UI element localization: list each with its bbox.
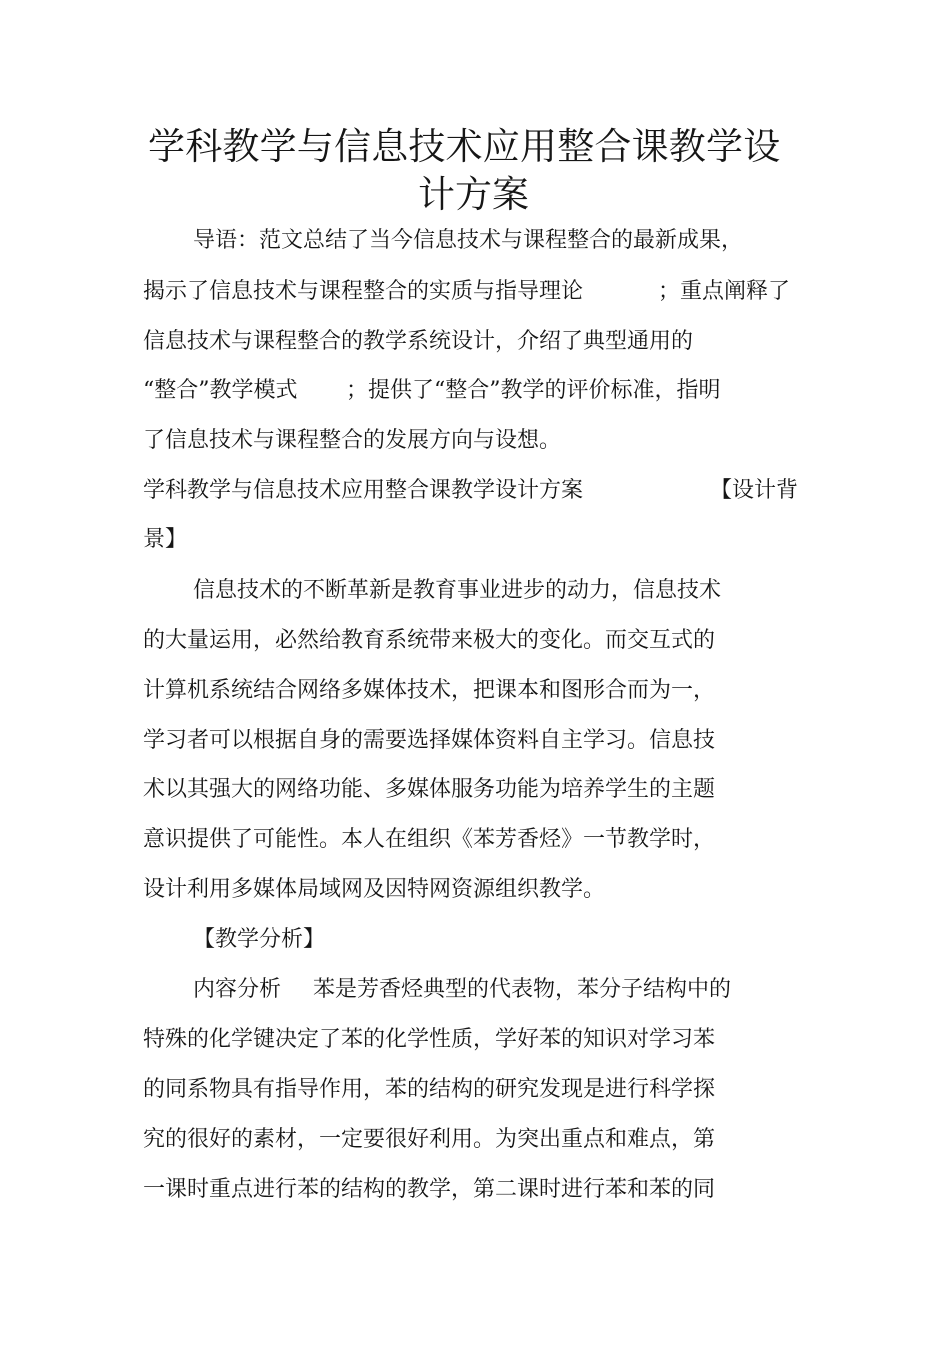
analysis-line-1a: 内容分析 [193,977,282,1002]
background-line-6: 意识提供了可能性。本人在组织《苯芳香烃》一节教学时， [143,827,716,852]
intro-line-5: 了信息技术与课程整合的发展方向与设想。 [143,428,562,453]
intro-line-4a: “整合”教学模式 [143,378,298,403]
analysis-line-2: 特殊的化学键决定了苯的化学性质，学好苯的知识对学习苯 [143,1027,716,1052]
background-line-7: 设计利用多媒体局域网及因特网资源组织教学。 [143,877,606,902]
intro-line-3: 信息技术与课程整合的教学系统设计，介绍了典型通用的 [143,329,694,354]
section-heading-line-2: 景】 [143,527,188,552]
analysis-line-5: 一课时重点进行苯的结构的教学，第二课时进行苯和苯的同 [143,1177,716,1202]
intro-line-4b: ；提供了“整合”教学的评价标准，指明 [346,378,721,403]
section-heading-line-1a: 学科教学与信息技术应用整合课教学设计方案 [143,478,584,503]
background-line-2: 的大量运用，必然给教育系统带来极大的变化。而交互式的 [143,628,716,653]
background-line-5: 术以其强大的网络功能、多媒体服务功能为培养学生的主题 [143,777,716,802]
background-line-3: 计算机系统结合网络多媒体技术，把课本和图形合而为一， [143,678,716,703]
intro-line-2b: ；重点阐释了 [658,279,791,304]
intro-line-2a: 揭示了信息技术与课程整合的实质与指导理论 [143,279,584,304]
intro-line-1: 导语：范文总结了当今信息技术与课程整合的最新成果， [193,228,744,253]
background-line-4: 学习者可以根据自身的需要选择媒体资料自主学习。信息技 [143,728,716,753]
section-heading-line-1b: 【设计背 [710,478,799,503]
title-line-2: 计方案 [418,173,529,216]
background-line-1: 信息技术的不断革新是教育事业进步的动力，信息技术 [193,578,722,603]
analysis-line-4: 究的很好的素材，一定要很好利用。为突出重点和难点，第 [143,1127,716,1152]
title-line-1: 学科教学与信息技术应用整合课教学设 [148,125,781,168]
analysis-line-1b: 苯是芳香烃典型的代表物，苯分子结构中的 [313,977,732,1002]
analysis-line-3: 的同系物具有指导作用，苯的结构的研究发现是进行科学探 [143,1077,716,1102]
analysis-heading: 【教学分析】 [193,927,326,952]
